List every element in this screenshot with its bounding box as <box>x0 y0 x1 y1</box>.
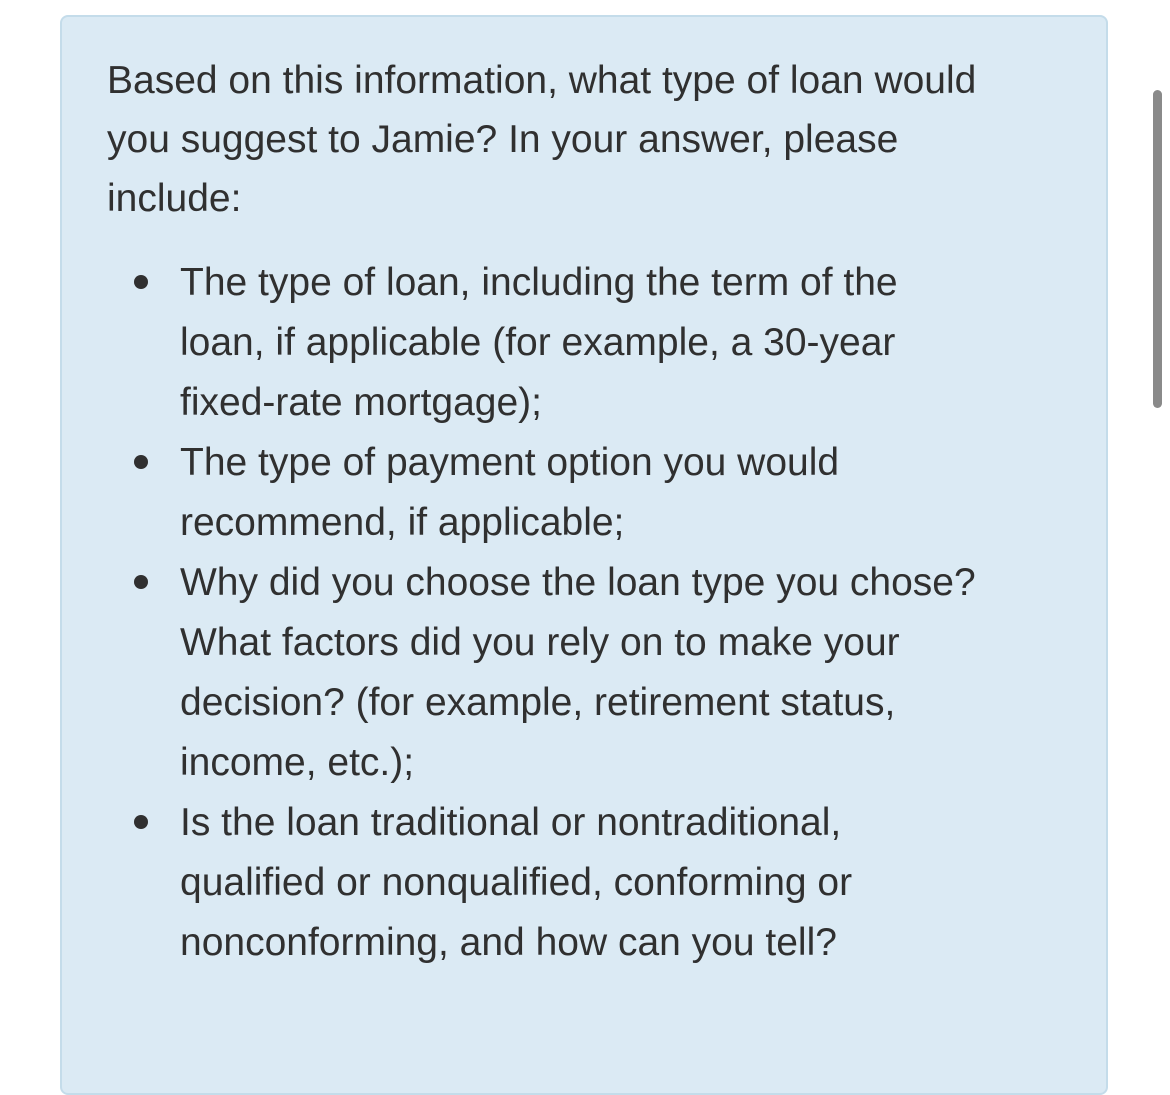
list-item-text: The type of payment option you would recommend, if applicable; <box>180 441 840 544</box>
list-item <box>62 433 1022 553</box>
scrollbar-thumb[interactable] <box>1153 90 1162 408</box>
list-item <box>62 793 1022 973</box>
requirements-list <box>62 253 1022 973</box>
list-item <box>62 553 1022 793</box>
list-item-text: The type of loan, including the term of the loan, if applicable (for example, a 30-year fixed-rate mortgage); <box>180 261 898 424</box>
list-item <box>62 253 1022 433</box>
list-item-text: Why did you choose the loan type you chose? What factors did you rely on to make your decision? (for example, retirement status, income, etc.); <box>180 561 976 784</box>
bullet-icon <box>134 275 148 289</box>
question-panel <box>60 15 1108 1095</box>
bullet-icon <box>134 815 148 829</box>
bullet-icon <box>134 455 148 469</box>
list-item-text: Is the loan traditional or nontraditional, qualified or nonqualified, conforming or nonconforming, and how can you tell? <box>180 801 853 964</box>
question-intro: Based on this information, what type of loan would you suggest to Jamie? In your answer, please include: <box>107 59 977 220</box>
bullet-icon <box>134 575 148 589</box>
